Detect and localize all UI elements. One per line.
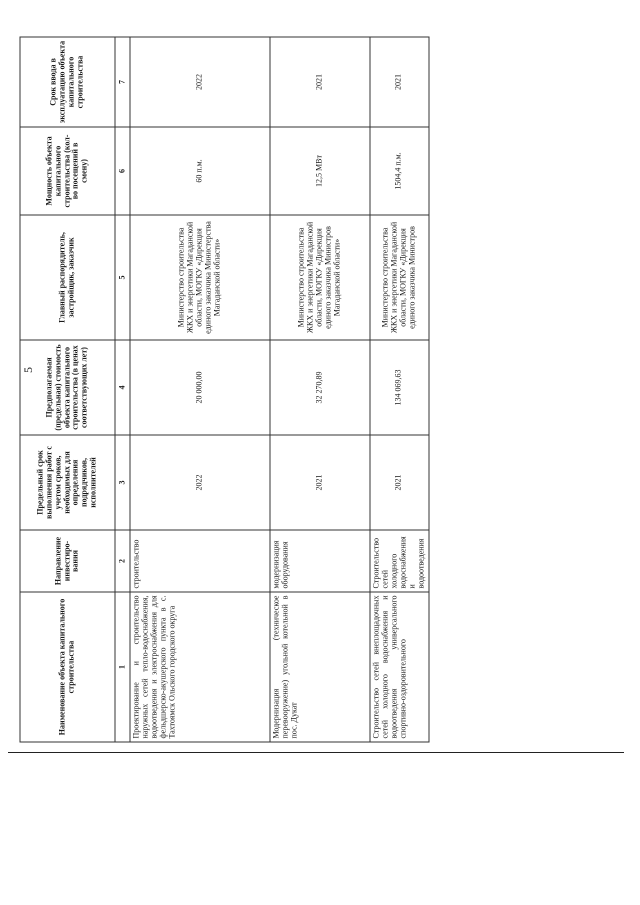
rotated-table-block <box>20 38 426 743</box>
page-number: 5 <box>20 367 35 373</box>
cell-customer: Министерство строительства ЖКХ и энергетики Магаданской области, МОГКУ «Дирекция единого заказчика Министерства Магаданской области» <box>130 215 270 340</box>
column-number: 3 <box>115 435 130 530</box>
cell-capacity: 60 п.м. <box>130 127 270 215</box>
column-number: 6 <box>115 127 130 215</box>
column-number: 7 <box>115 37 130 127</box>
cell-deadline: 2021 <box>270 435 370 530</box>
header-commissioning: Срок ввода в эксплуатацию объекта капитального строительства <box>20 37 115 127</box>
cell-direction: строительство <box>130 530 270 592</box>
table-row <box>370 37 429 742</box>
cell-direction: Строительство сетей холодного водоснабжения и водоотведения <box>370 530 429 592</box>
cell-deadline: 2022 <box>130 435 270 530</box>
table-row <box>270 37 370 742</box>
column-number: 2 <box>115 530 130 592</box>
investment-table <box>20 37 430 743</box>
cell-name: Строительство сетей внеплощадочных сетей холодного водоснабжения и водоотведения универсального спортивно-оздоровительного <box>370 592 429 742</box>
cell-customer: Министерство строительства ЖКХ и энергетики Магаданской области, МОГКУ «Дирекция единого заказчика Министров Магаданской области» <box>270 215 370 340</box>
cell-name: Проектирование и строительство наружных сетей тепло-водоснабжения, водоотведения и электроснабжения для фельдшерско-акушерского пункта в с. Тахтоямск Ольского городского округа <box>130 592 270 742</box>
cell-commissioning: 2021 <box>370 37 429 127</box>
cell-commissioning: 2021 <box>270 37 370 127</box>
header-deadline: Предельный срок выполнения работ с учетом сроков, необходимых для определения подрядчиков, исполнителей <box>20 435 115 530</box>
cell-cost: 20 000,00 <box>130 340 270 435</box>
header-cost: Предполагаемая (предельная) стоимость объекта капитального строительства (в ценах соответствующих лет) <box>20 340 115 435</box>
cell-customer: Министерство строительства ЖКХ и энергетики Магаданской области, МОГКУ «Дирекция единого заказчика Министров <box>370 215 429 340</box>
cell-capacity: 1504,4 п.м. <box>370 127 429 215</box>
column-number: 5 <box>115 215 130 340</box>
header-row <box>20 37 115 742</box>
cell-commissioning: 2022 <box>130 37 270 127</box>
header-name: Наименование объекта капитального строительства <box>20 592 115 742</box>
column-number: 1 <box>115 592 130 742</box>
header-customer: Главный распорядитель, застройщик, заказчик <box>20 215 115 340</box>
table-row <box>130 37 270 742</box>
header-direction: Направление инвестиро-вания <box>20 530 115 592</box>
cell-cost: 32 270,89 <box>270 340 370 435</box>
column-number: 4 <box>115 340 130 435</box>
cell-name: Модернизация (техническое перевооружение) угольной котельной в пос. Дукат <box>270 592 370 742</box>
cell-capacity: 12,5 МВт <box>270 127 370 215</box>
header-capacity: Мощность объекта капитального строительства (кол-во посещений в смену) <box>20 127 115 215</box>
page-bottom-rule <box>8 752 624 753</box>
column-number-row <box>115 37 130 742</box>
cell-direction: модернизация оборудования <box>270 530 370 592</box>
cell-deadline: 2021 <box>370 435 429 530</box>
cell-cost: 134 069,63 <box>370 340 429 435</box>
